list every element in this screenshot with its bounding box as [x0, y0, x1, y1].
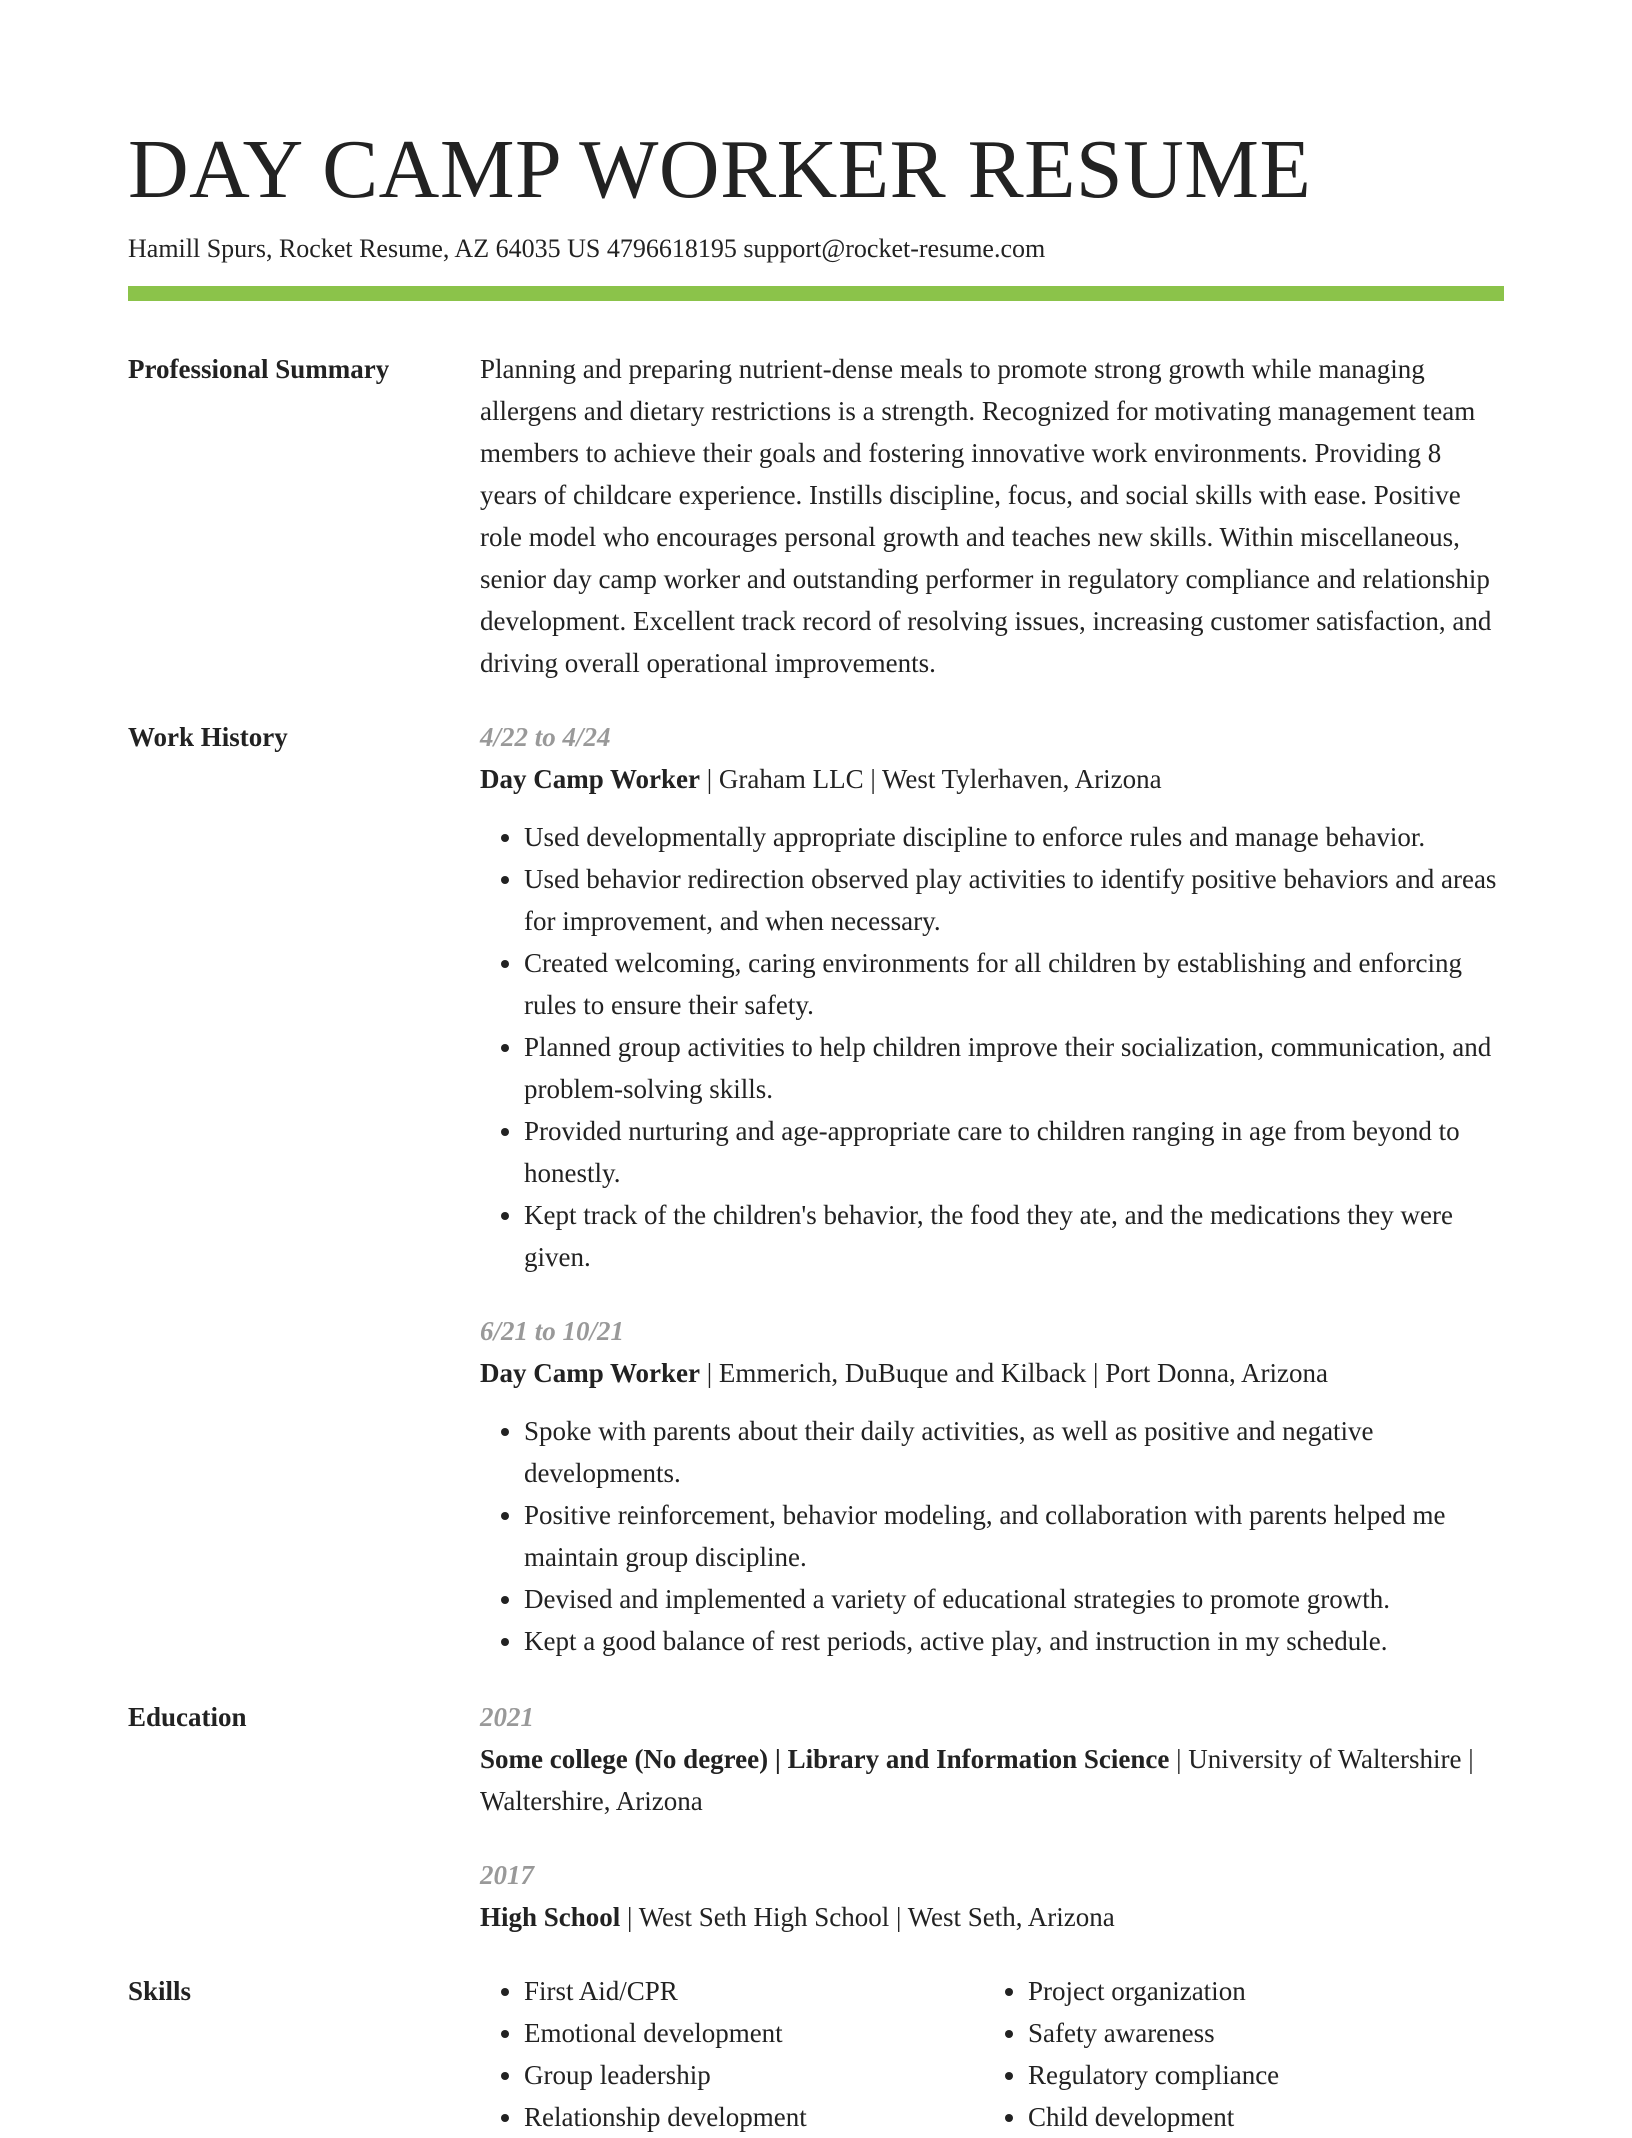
job-title: Day Camp Worker [480, 1358, 700, 1388]
education-year: 2021 [480, 1702, 534, 1732]
skills-column-left [480, 1970, 984, 2138]
job-role-line [480, 1352, 1504, 1394]
education-degree: Some college (No degree) | Library and Information Science [480, 1744, 1170, 1774]
job-bullet: • Provided nurturing and age-appropriate care to children ranging in age from beyond to honestly. [524, 1110, 1504, 1194]
skill-item: • Group leadership [524, 2054, 984, 2096]
education-details: | University of Waltershire | Waltershire, Arizona [480, 1744, 1474, 1816]
job-bullet: • Devised and implemented a variety of educational strategies to promote growth. [524, 1578, 1504, 1620]
job-title: Day Camp Worker [480, 764, 700, 794]
job-bullet: • Planned group activities to help children improve their socialization, communication, and problem-solving skills. [524, 1026, 1504, 1110]
job-role-line [480, 758, 1504, 800]
skills-list-right [984, 1970, 1488, 2138]
skill-item: • Regulatory compliance [1028, 2054, 1488, 2096]
job-bullet: • Used developmentally appropriate discipline to enforce rules and manage behavior. [524, 816, 1504, 858]
skills-body [480, 1970, 1504, 2138]
job-bullet: • Positive reinforcement, behavior modeling, and collaboration with parents helped me maintain group discipline. [524, 1494, 1504, 1578]
summary-section [128, 348, 1504, 678]
education-details: | West Seth High School | West Seth, Arizona [620, 1902, 1115, 1932]
job-dates: 4/22 to 4/24 [480, 722, 611, 752]
job-details: | Graham LLC | West Tylerhaven, Arizona [700, 764, 1162, 794]
skill-item: • First Aid/CPR [524, 1970, 984, 2012]
skills-columns [480, 1970, 1504, 2138]
job-bullets [480, 1410, 1504, 1662]
accent-divider [128, 286, 1504, 301]
work-history-label: Work History [128, 722, 288, 752]
education-entry [480, 1854, 1504, 1938]
skill-item: • Emotional development [524, 2012, 984, 2054]
resume-title: DAY CAMP WORKER RESUME [128, 123, 1312, 216]
job-entry [480, 1310, 1504, 1662]
job-dates: 6/21 to 10/21 [480, 1316, 625, 1346]
education-line [480, 1738, 1504, 1822]
skill-item: • Safety awareness [1028, 2012, 1488, 2054]
skills-column-right [984, 1970, 1488, 2138]
summary-body [480, 348, 1504, 684]
job-bullet: • Created welcoming, caring environments for all children by establishing and enforcing rules to ensure their safety. [524, 942, 1504, 1026]
education-entry [480, 1696, 1504, 1822]
job-bullet: • Kept a good balance of rest periods, active play, and instruction in my schedule. [524, 1620, 1504, 1662]
skill-item: • Relationship development [524, 2096, 984, 2138]
education-body [480, 1696, 1504, 1938]
skill-item: • Child development [1028, 2096, 1488, 2138]
skills-list-left [480, 1970, 984, 2138]
work-history-body [480, 716, 1504, 1662]
education-line [480, 1896, 1504, 1938]
job-bullets [480, 816, 1504, 1278]
summary-label: Professional Summary [128, 354, 390, 384]
education-degree: High School [480, 1902, 621, 1932]
job-entry [480, 716, 1504, 1278]
job-bullet: • Kept track of the children's behavior, the food they ate, and the medications they were given. [524, 1194, 1504, 1278]
contact-line: Hamill Spurs, Rocket Resume, AZ 64035 US 4796618195 support@rocket-resume.com [128, 234, 1046, 263]
job-bullet: • Used behavior redirection observed play activities to identify positive behaviors and areas for improvement, and when necessary. [524, 858, 1504, 942]
education-year: 2017 [480, 1860, 534, 1890]
skills-label: Skills [128, 1976, 192, 2006]
job-bullet: • Spoke with parents about their daily activities, as well as positive and negative developments. [524, 1410, 1504, 1494]
job-details: | Emmerich, DuBuque and Kilback | Port Donna, Arizona [700, 1358, 1328, 1388]
education-label: Education [128, 1702, 247, 1732]
summary-text: Planning and preparing nutrient-dense meals to promote strong growth while managing allergens and dietary restrictions is a strength. Recognized for motivating management team members to achieve their goals and fostering innovative work environments. Providing 8 years of childcare experience. Instills discipline, focus, and social skills with ease. Positive role model who encourages personal growth and teaches new skills. Within miscellaneous, senior day camp worker and outstanding performer in regulatory compliance and relationship development. Excellent track record of resolving issues, increasing customer satisfaction, and driving overall operational improvements. [480, 354, 1492, 678]
skill-item: • Project organization [1028, 1970, 1488, 2012]
